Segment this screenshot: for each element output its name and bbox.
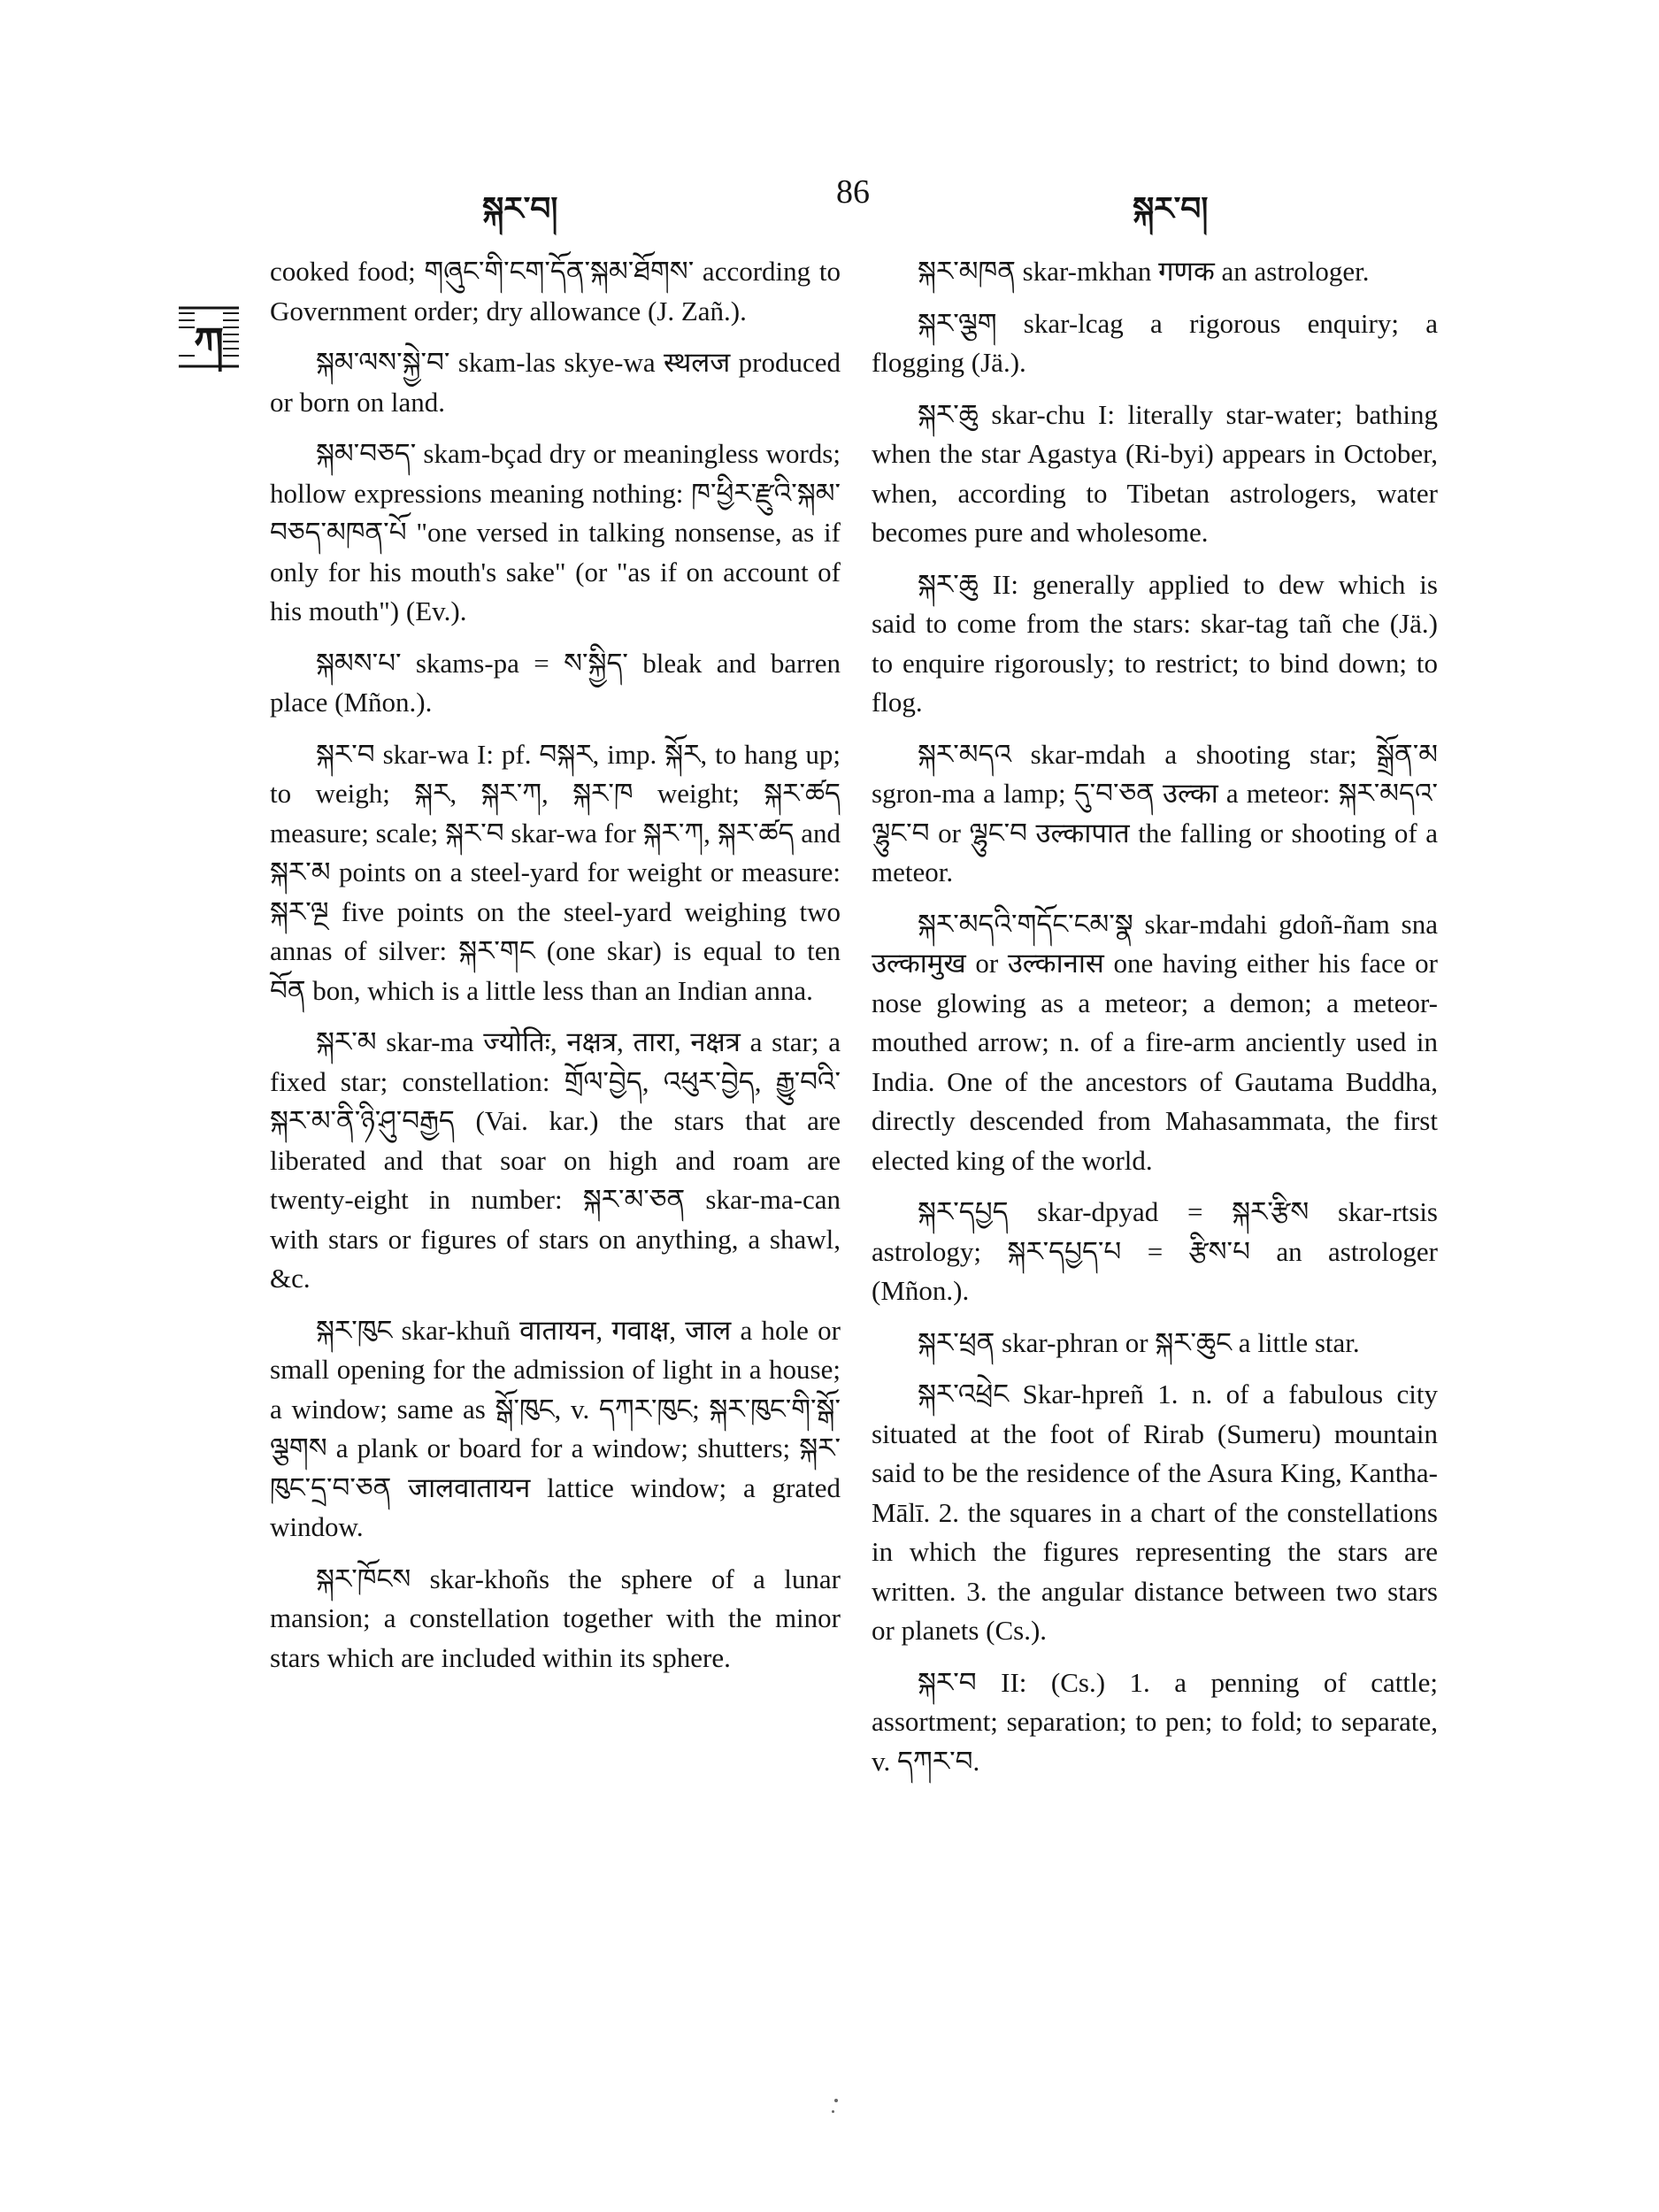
running-head-left: སྐར་བ། bbox=[482, 191, 558, 227]
entry-skams-pa: སྐམས་པ་ skams-pa = ས་སྐྱིད་ bleak and barren place (Mñon.). bbox=[270, 647, 841, 718]
entry-skar-mkhan: སྐར་མཁན skar-mkhan गणक an astrologer. bbox=[918, 256, 1370, 287]
entry-skar-khun: སྐར་ཁུང skar-khuñ वातायन, गवाक्ष, जाल a hole or small opening for the admission of light in a house; a window; same as སྒོ་ཁུང, v. དཀར་ཁུང; སྐར་ཁུང་གི་སྒོ་ལྕགས a plank or board for a window; shutters; སྐར་ཁུང་དྲ་བ་ཅན जालवातायन lattice window; a grated window. bbox=[270, 1314, 841, 1542]
entry-skar-lcag: སྐར་ལྕག skar-lcag a rigorous enquiry; a flogging (Jä.). bbox=[872, 307, 1438, 378]
entry-skar-hpren: སྐར་འཕྲེང Skar-hpreñ 1. n. of a fabulous city situated at the foot of Rirab (Sumeru) mountain said to be the residence of the Asura King, Kantha-Mālī. 2. the squares in a chart of the constellations in which the figures representing the stars are written. 3. the angular distance between two stars or planets (Cs.). bbox=[872, 1379, 1438, 1646]
page-number: 86 bbox=[836, 173, 870, 211]
entry-skar-phran: སྐར་ཕྲན skar-phran or སྐར་ཆུང a little star. bbox=[918, 1326, 1360, 1358]
entry-skar-mdahi-gdon: སྐར་མདའི་གདོང་ངམ་སྣ skar-mdahi gdoñ-ñam sna उल्कामुख or उल्कानास one having either his face or nose glowing as a meteor; a demon; a meteor-mouthed arrow; n. of a fire-arm anciently used in India. One of the ancestors of Gautama Buddha, directly descended from Mahasammata, the first elected king of the world. bbox=[872, 908, 1438, 1176]
entry-skar-wa-ii: སྐར་བ II: (Cs.) 1. a penning of cattle; assortment; separation; to pen; to fold; to separate, v. དཀར་བ. bbox=[872, 1666, 1438, 1777]
entry-skar-wa-i: སྐར་བ skar-wa I: pf. བསྐར, imp. སྐོར, to hang up; to weigh; སྐར, སྐར་ཀ, སྐར་ཁ weight; སྐར་ཚད measure; scale; སྐར་བ skar-wa for སྐར་ཀ, སྐར་ཚད and སྐར་མ points on a steel-yard for weight or measure: སྐར་ལྔ five points on the steel-yard weighing two annas of silver: སྐར་གང (one skar) is equal to ten བོན bon, which is a little less than an Indian anna. bbox=[270, 738, 841, 1006]
entry-skar-dpyad: སྐར་དཔྱད skar-dpyad = སྐར་རྩིས skar-rtsis astrology; སྐར་དཔྱད་པ = རྩིས་པ an astrologer (Mñon.). bbox=[872, 1196, 1438, 1306]
entry-cooked-food: cooked food; གཞུང་གི་ངག་དོན་སྐམ་ཐོགས་ according to Government order; dry allowance (J. Zañ.). bbox=[270, 256, 841, 326]
right-column bbox=[872, 252, 1438, 1793]
scan-speck bbox=[832, 2110, 834, 2113]
entry-skar-mdah: སྐར་མདའ skar-mdah a shooting star; སྒྲོན་མ sgron-ma a lamp; དུ་བ་ཅན उल्का a meteor: སྐར་མདའ་ལྷུང་བ or ལྷུང་བ उल्कापात the falling or shooting of a meteor. bbox=[872, 738, 1438, 887]
entry-skar-chu-ii: སྐར་ཆུ II: generally applied to dew which is said to come from the stars: skar-tag tañ che (Jä.) to enquire rigorously; to restrict; to bind down; to flog. bbox=[872, 568, 1438, 718]
left-column bbox=[270, 252, 841, 1690]
entry-skar-ma: སྐར་མ skar-ma ज्योतिः, नक्षत्र, तारा, नक्षत्र a star; a fixed star; constellation: གྲོལ་བྱེད, འཕུར་བྱེད, རྒྱུ་བའི་སྐར་མ་ནི་ཉི་ཤུ་བརྒྱད (Vai. kar.) the stars that are liberated and that soar on high and roam are twenty-eight in number: སྐར་མ་ཅན skar-ma-can with stars or figures of stars on anything, a shawl, &c. bbox=[270, 1026, 841, 1294]
thumb-index-icon bbox=[179, 303, 239, 372]
scan-speck bbox=[834, 2099, 838, 2102]
running-head-right: སྐར་བ། bbox=[1133, 191, 1209, 227]
entry-skar-chu-i: སྐར་ཆུ skar-chu I: literally star-water; bathing when the star Agastya (Ri-byi) appears in October, when, according to Tibetan astrologers, water becomes pure and wholesome. bbox=[872, 398, 1438, 548]
entry-skam-bcad: སྐམ་བཅད་ skam-bçad dry or meaningless words; hollow expressions meaning nothing: ཁ་ཕྱིར་རྫུའི་སྐམ་བཅད་མཁན་པོ "one versed in talking nonsense, as if only for his mouth's sake" (or "as if on account of his mouth") (Ev.). bbox=[270, 438, 841, 626]
thumb-index-letter: ཀ bbox=[194, 319, 224, 368]
entry-skam-las-skye-wa: སྐམ་ལས་སྐྱེ་བ་ skam-las skye-wa स्थलज produced or born on land. bbox=[270, 347, 841, 418]
entry-skar-khons: སྐར་ཁོངས skar-khoñs the sphere of a lunar mansion; a constellation together with the minor stars which are included within its sphere. bbox=[270, 1563, 841, 1673]
